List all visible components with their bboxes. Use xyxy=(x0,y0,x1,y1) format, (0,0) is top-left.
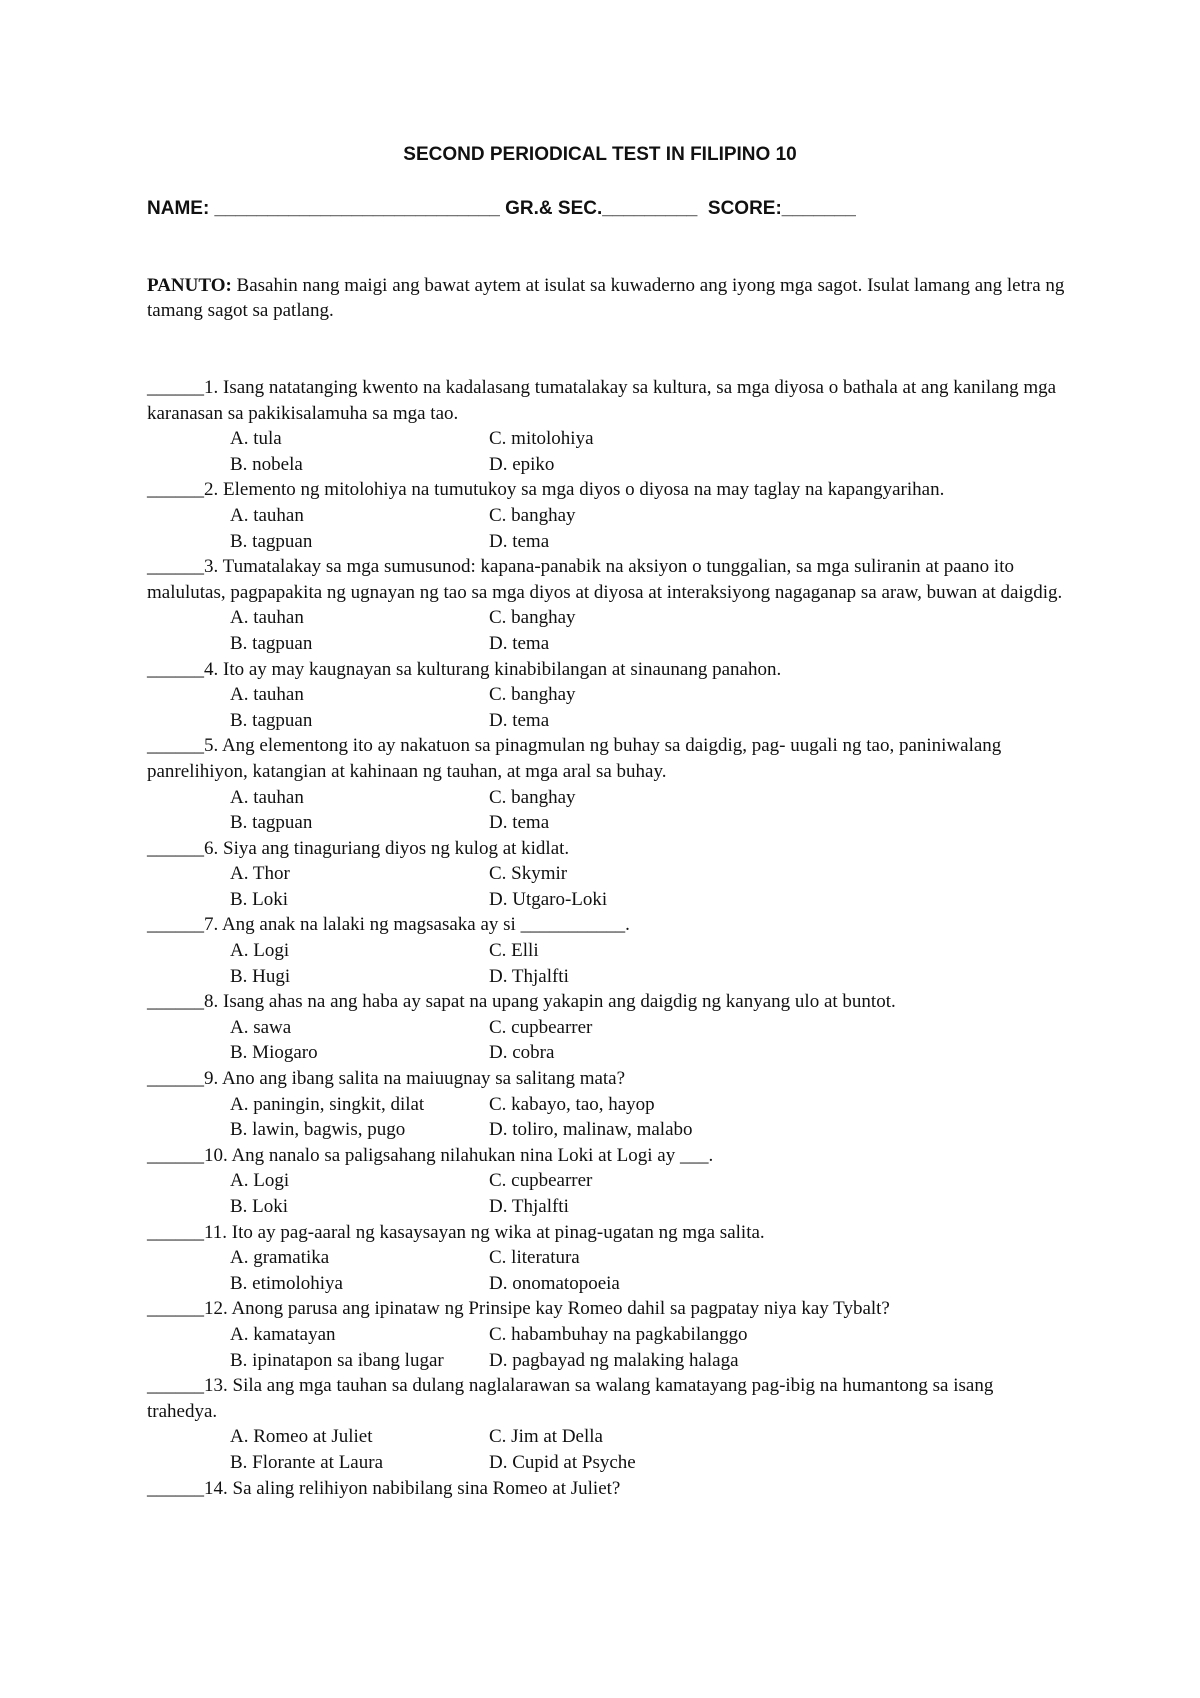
answer-option: C. Elli xyxy=(489,940,539,962)
question-list xyxy=(147,375,1067,1501)
question-stem: ______7. Ang anak na lalaki ng magsasaka ay si ___________. xyxy=(147,914,630,936)
option-row xyxy=(147,1040,1067,1066)
answer-option: C. mitolohiya xyxy=(489,428,594,450)
answer-option: C. banghay xyxy=(489,786,576,808)
answer-option: B. ipinatapon sa ibang lugar xyxy=(230,1349,444,1371)
answer-option: B. tagpuan xyxy=(230,709,313,731)
answer-option: A. paningin, singkit, dilat xyxy=(230,1093,425,1115)
question-item xyxy=(147,912,1067,989)
answer-option: B. Loki xyxy=(230,888,289,910)
answer-option: C. literatura xyxy=(489,1247,580,1269)
answer-option: D. tema xyxy=(489,709,550,731)
answer-option: C. banghay xyxy=(489,684,576,706)
option-row xyxy=(147,682,1067,708)
question-item xyxy=(147,1373,1067,1475)
instructions-text: Basahin nang maigi ang bawat aytem at isulat sa kuwaderno ang iyong mga sagot. Isulat lamang ang letra ng tamang sagot sa patlang. xyxy=(147,275,1065,321)
answer-option: D. tema xyxy=(489,812,550,834)
option-row xyxy=(147,1092,1067,1118)
instructions-label: PANUTO: xyxy=(147,275,232,296)
answer-option: D. Thjalfti xyxy=(489,1196,569,1217)
question-stem: ______2. Elemento ng mitolohiya na tumutukoy sa mga diyos o diyosa na may taglay na kapangyarihan. xyxy=(147,479,945,501)
answer-option: A. kamatayan xyxy=(230,1323,336,1345)
answer-option: D. Cupid at Psyche xyxy=(489,1451,636,1473)
answer-option: D. toliro, malinaw, malabo xyxy=(489,1119,693,1141)
question-stem: ______12. Anong parusa ang ipinataw ng Prinsipe kay Romeo dahil sa pagpatay niya kay Tybalt? xyxy=(147,1298,890,1320)
question-item xyxy=(147,477,1067,554)
answer-option: D. onomatopoeia xyxy=(489,1272,620,1294)
answer-option: B. Hugi xyxy=(230,965,291,987)
option-row xyxy=(147,1450,1067,1476)
answer-option: C. banghay xyxy=(489,504,576,526)
question-stem: ______13. Sila ang mga tauhan sa dulang naglalarawan sa walang kamatayang pag-ibig na humantong sa isang trahedya. xyxy=(147,1375,994,1422)
answer-option: A. Romeo at Juliet xyxy=(230,1426,373,1448)
answer-option: C. Skymir xyxy=(489,863,568,885)
answer-option: B. Florante at Laura xyxy=(230,1451,384,1473)
question-stem: ______9. Ano ang ibang salita na maiuugnay sa salitang mata? xyxy=(147,1068,626,1090)
option-row xyxy=(147,1322,1067,1348)
answer-option: D. tema xyxy=(489,632,550,654)
answer-option: D. tema xyxy=(489,530,550,552)
option-row xyxy=(147,452,1067,478)
answer-option: C. cupbearrer xyxy=(489,1016,593,1038)
student-info-line: NAME: ___________________________ GR.& SEC._________ SCORE:_______ xyxy=(147,198,856,219)
option-row xyxy=(147,708,1067,734)
answer-option: B. tagpuan xyxy=(230,530,313,552)
answer-option: C. Jim at Della xyxy=(489,1426,603,1448)
option-row xyxy=(147,964,1067,990)
option-row xyxy=(147,1348,1067,1374)
answer-option: B. tagpuan xyxy=(230,632,313,654)
option-row xyxy=(147,529,1067,555)
answer-option: D. pagbayad ng malaking halaga xyxy=(489,1349,739,1371)
answer-option: C. cupbearrer xyxy=(489,1170,593,1192)
question-item xyxy=(147,1476,1067,1502)
answer-option: A. tauhan xyxy=(230,786,304,808)
answer-option: B. tagpuan xyxy=(230,812,313,834)
question-stem: ______1. Isang natatanging kwento na kadalasang tumatalakay sa kultura, sa mga diyosa o bathala at ang kanilang mga karanasan sa pakikisalamuha sa mga tao. xyxy=(147,377,1057,424)
question-item xyxy=(147,375,1067,477)
question-stem: ______10. Ang nanalo sa paligsahang nilahukan nina Loki at Logi ay ___. xyxy=(147,1144,714,1166)
question-item xyxy=(147,554,1067,656)
option-row xyxy=(147,1168,1067,1194)
option-row xyxy=(147,810,1067,836)
answer-option: C. banghay xyxy=(489,607,576,629)
question-item xyxy=(147,1220,1067,1297)
option-row xyxy=(147,503,1067,529)
question-stem: ______8. Isang ahas na ang haba ay sapat na upang yakapin ang daigdig ng kanyang ulo at buntot. xyxy=(147,991,896,1013)
option-row xyxy=(147,1194,1067,1220)
answer-option: A. Thor xyxy=(230,863,290,885)
option-row xyxy=(147,631,1067,657)
answer-option: C. habambuhay na pagkabilanggo xyxy=(489,1323,748,1345)
answer-option: B. lawin, bagwis, pugo xyxy=(230,1119,406,1141)
answer-option: D. epiko xyxy=(489,453,555,475)
instructions xyxy=(147,273,1067,323)
option-row xyxy=(147,1271,1067,1297)
option-row xyxy=(147,605,1067,631)
question-stem: ______6. Siya ang tinaguriang diyos ng kulog at kidlat. xyxy=(147,837,570,859)
answer-option: B. etimolohiya xyxy=(230,1272,343,1294)
question-item xyxy=(147,1296,1067,1373)
answer-option: A. tauhan xyxy=(230,504,304,526)
answer-option: D. cobra xyxy=(489,1042,555,1064)
question-item xyxy=(147,1143,1067,1220)
answer-option: A. tauhan xyxy=(230,607,304,629)
option-row xyxy=(147,1117,1067,1143)
answer-option: B. Loki xyxy=(230,1196,289,1217)
answer-option: C. kabayo, tao, hayop xyxy=(489,1093,655,1115)
answer-option: A. sawa xyxy=(230,1016,292,1038)
option-row xyxy=(147,426,1067,452)
question-stem: ______14. Sa aling relihiyon nabibilang sina Romeo at Juliet? xyxy=(147,1477,621,1499)
answer-option: B. nobela xyxy=(230,453,303,475)
answer-option: D. Utgaro-Loki xyxy=(489,888,608,910)
question-stem: ______3. Tumatalakay sa mga sumusunod: kapana-panabik na aksiyon o tunggalian, sa mga suliranin at paano ito malulutas, pagpapakita ng ugnayan ng tao sa mga diyos at diyosa at interaksiyong nagaganap sa araw, buwan at daigdig. xyxy=(147,556,1063,603)
document-title: SECOND PERIODICAL TEST IN FILIPINO 10 xyxy=(403,144,797,165)
answer-option: A. Logi xyxy=(230,1170,290,1192)
answer-option: A. tauhan xyxy=(230,684,304,706)
question-stem: ______4. Ito ay may kaugnayan sa kulturang kinabibilangan at sinaunang panahon. xyxy=(147,658,782,680)
answer-option: A. gramatika xyxy=(230,1247,330,1269)
option-row xyxy=(147,1015,1067,1041)
answer-option: D. Thjalfti xyxy=(489,965,569,987)
answer-option: B. Miogaro xyxy=(230,1042,318,1064)
option-row xyxy=(147,1245,1067,1271)
answer-option: A. tula xyxy=(230,428,282,450)
question-stem: ______5. Ang elementong ito ay nakatuon sa pinagmulan ng buhay sa daigdig, pag- uugali ng tao, paniniwalang panrelihiyon, katangian at kahinaan ng tauhan, at mga aral sa buhay. xyxy=(147,735,1002,782)
question-item xyxy=(147,1066,1067,1143)
question-stem: ______11. Ito ay pag-aaral ng kasaysayan ng wika at pinag-ugatan ng mga salita. xyxy=(147,1221,765,1243)
answer-option: A. Logi xyxy=(230,940,290,962)
option-row xyxy=(147,887,1067,913)
question-item xyxy=(147,989,1067,1066)
question-item xyxy=(147,836,1067,913)
question-item xyxy=(147,657,1067,734)
option-row xyxy=(147,1424,1067,1450)
option-row xyxy=(147,938,1067,964)
option-row xyxy=(147,785,1067,811)
option-row xyxy=(147,861,1067,887)
question-item xyxy=(147,733,1067,835)
